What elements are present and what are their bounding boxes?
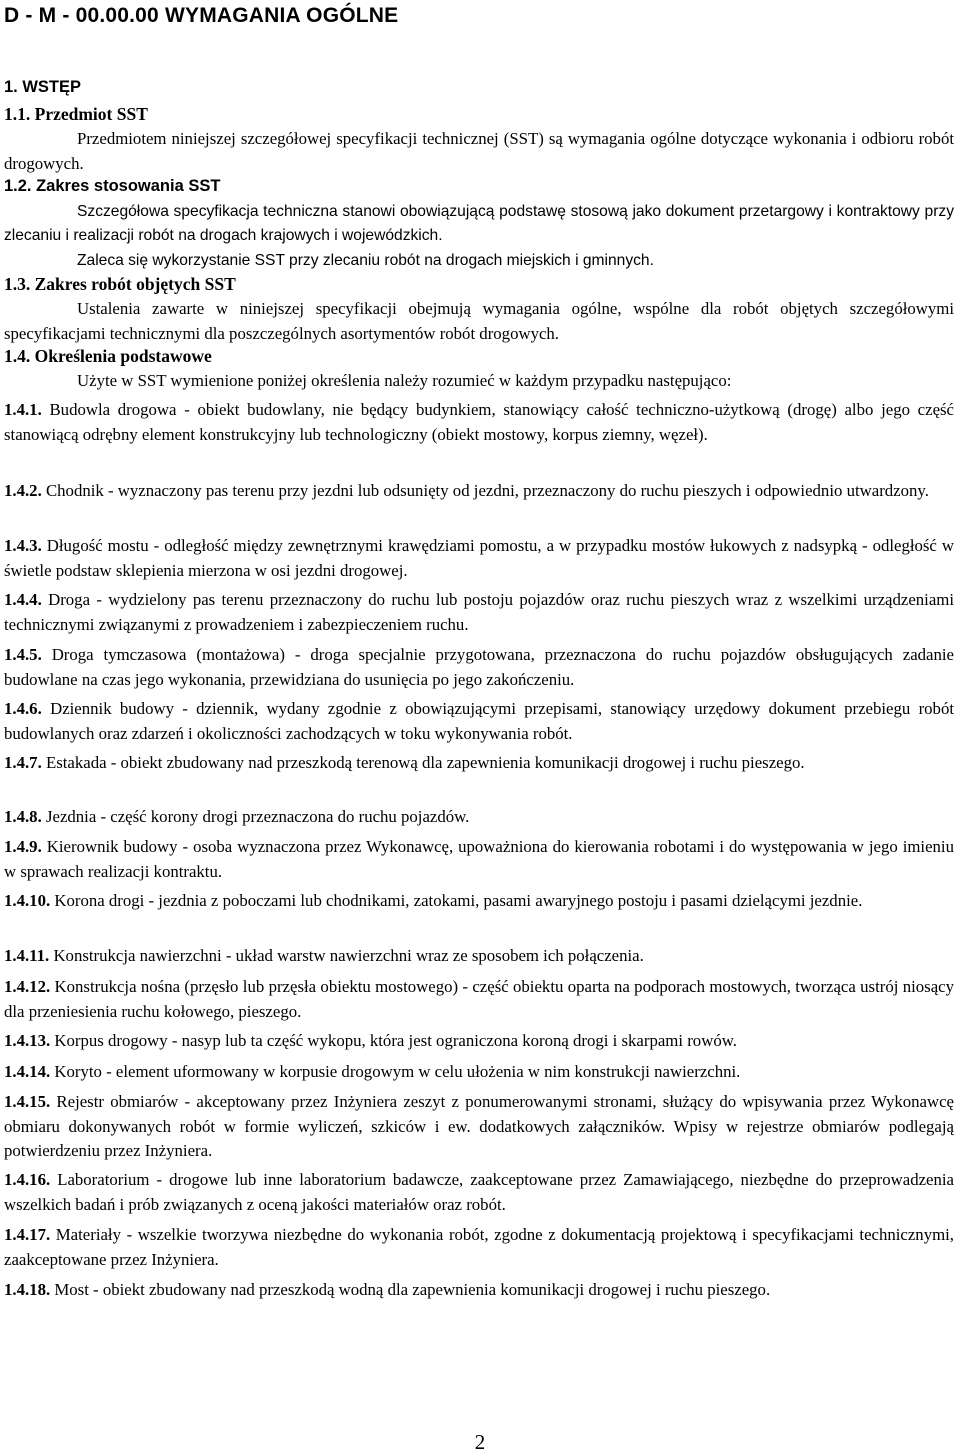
definition-text: Korpus drogowy - nasyp lub ta część wykopu, która jest ograniczona koroną drogi i skarpami rowów. — [54, 1031, 737, 1050]
definition-item — [4, 643, 954, 692]
definition-item — [4, 889, 954, 914]
definition-item — [4, 1168, 954, 1217]
definition-item — [4, 1223, 954, 1272]
definition-number: 1.4.9. — [4, 837, 42, 856]
works-scope-paragraph: Ustalenia zawarte w niniejszej specyfikacji obejmują wymagania ogólne, wspólne dla robót objętych szczegółowymi specyfikacjami technicznymi dla poszczególnych asortymentów robót drogowych. — [4, 299, 954, 343]
definition-number: 1.4.12. — [4, 977, 51, 996]
definition-number: 1.4.5. — [4, 645, 42, 664]
page-number: 2 — [474, 1430, 486, 1454]
definition-text: Laboratorium - drogowe lub inne laboratorium badawcze, zaakceptowane przez Zamawiającego, niezbędne do przeprowadzenia wszelkich badań i prób związanych z oceną jakości materiałów oraz robót. — [4, 1170, 954, 1214]
definition-text: Chodnik - wyznaczony pas terenu przy jezdni lub odsunięty od jezdni, przeznaczony do ruchu pieszych i odpowiednio utwardzony. — [45, 481, 929, 500]
definition-text: Estakada - obiekt zbudowany nad przeszkodą terenową dla zapewnienia komunikacji drogowej i ruchu pieszego. — [45, 753, 805, 772]
definition-text: Koryto - element uformowany w korpusie drogowym w celu ułożenia w nim konstrukcji nawierzchni. — [54, 1062, 741, 1081]
definition-number: 1.4.2. — [4, 481, 42, 500]
definition-item — [4, 751, 954, 776]
scope-recommendation-paragraph: Zaleca się wykorzystanie SST przy zlecaniu robót na drogach miejskich i gminnych. — [77, 252, 654, 269]
definition-number: 1.4.7. — [4, 753, 42, 772]
section-heading-subject: 1.1. Przedmiot SST — [4, 104, 148, 124]
section-heading-definitions: 1.4. Określenia podstawowe — [4, 346, 212, 366]
definition-text: Materiały - wszelkie tworzywa niezbędne do wykonania robót, zgodne z dokumentacją projektową i specyfikacjami technicznymi, zaakceptowane przez Inżyniera. — [4, 1225, 955, 1269]
definition-text: Konstrukcja nawierzchni - układ warstw nawierzchni wraz ze sposobem ich połączenia. — [53, 946, 644, 965]
definition-item — [4, 1029, 954, 1054]
definition-item — [4, 1090, 954, 1164]
definition-number: 1.4.10. — [4, 891, 51, 910]
definition-number: 1.4.18. — [4, 1280, 51, 1299]
definition-number: 1.4.1. — [4, 400, 42, 419]
scope-paragraph: Szczegółowa specyfikacja techniczna stanowi obowiązującą podstawę stosową jako dokument przetargowy i kontraktowy przy zlecaniu i realizacji robót na drogach krajowych i wojewódzkich. — [4, 203, 954, 244]
definition-item — [4, 835, 954, 884]
subject-paragraph: Przedmiotem niniejszej szczegółowej specyfikacji technicznej (SST) są wymagania ogólne dotyczące wykonania i odbioru robót drogowych. — [4, 129, 954, 173]
definition-text: Budowla drogowa - obiekt budowlany, nie będący budynkiem, stanowiący całość techniczno-użytkową (drogę) albo jego część stanowiącą odrębny element konstrukcyjny lub technologiczny (obiekt mostowy, korpus ziemny, węzeł). — [4, 400, 955, 444]
definition-number: 1.4.15. — [4, 1092, 51, 1111]
definition-item — [4, 805, 954, 830]
definition-number: 1.4.17. — [4, 1225, 51, 1244]
definition-item — [4, 588, 954, 637]
definition-number: 1.4.3. — [4, 536, 42, 555]
definition-number: 1.4.16. — [4, 1170, 51, 1189]
definition-item — [4, 479, 954, 504]
definition-text: Jezdnia - część korony drogi przeznaczona do ruchu pojazdów. — [45, 807, 470, 826]
definition-item — [4, 944, 954, 969]
definition-item — [4, 1060, 954, 1085]
definition-text: Rejestr obmiarów - akceptowany przez Inżyniera zeszyt z ponumerowanymi stronami, służący do wpisywania przez Wykonawcę obmiaru dokonywanych robót w formie wyliczeń, szkiców i ew. dodatkowych załączników. Wpisy w rejestrze obmiarów podlegają potwierdzeniu przez Inżyniera. — [4, 1092, 954, 1160]
definition-text: Droga - wydzielony pas terenu przeznaczony do ruchu lub postoju pojazdów oraz ruchu pieszych wraz z wszelkimi urządzeniami technicznymi związanymi z prowadzeniem i zabezpieczeniem ruchu. — [4, 590, 954, 634]
definition-text: Korona drogi - jezdnia z poboczami lub chodnikami, zatokami, pasami awaryjnego postoju i pasami dzielącymi jezdnie. — [54, 891, 863, 910]
definition-text: Konstrukcja nośna (przęsło lub przęsła obiektu mostowego) - część obiektu oparta na podporach mostowych, tworząca ustrój niosący dla przeniesienia ruchu kołowego, pieszego. — [4, 977, 955, 1021]
section-heading-works-scope: 1.3. Zakres robót objętych SST — [4, 274, 236, 294]
definition-text: Droga tymczasowa (montażowa) - droga specjalnie przygotowana, przeznaczona do ruchu pojazdów obsługujących zadanie budowlane na czas jego wykonania, przewidziana do usunięcia po jego zakończeniu. — [4, 645, 954, 689]
definition-text: Most - obiekt zbudowany nad przeszkodą wodną dla zapewnienia komunikacji drogowej i ruchu pieszego. — [54, 1280, 771, 1299]
definition-number: 1.4.11. — [4, 946, 50, 965]
definition-item — [4, 697, 954, 746]
definition-number: 1.4.8. — [4, 807, 42, 826]
section-heading-intro: 1. WSTĘP — [4, 78, 82, 96]
definition-text: Długość mostu - odległość między zewnętrznymi krawędziami pomostu, a w przypadku mostów łukowych z nadsypką - odległość w świetle podstaw sklepienia mierzona w osi jezdni drogowej. — [4, 536, 954, 580]
definitions-intro-paragraph: Użyte w SST wymienione poniżej określenia należy rozumieć w każdym przypadku następująco: — [77, 371, 732, 390]
definition-text: Kierownik budowy - osoba wyznaczona przez Wykonawcę, upoważniona do kierowania robotami i do występowania w jego imieniu w sprawach realizacji kontraktu. — [4, 837, 954, 881]
definition-item — [4, 975, 954, 1024]
section-heading-scope: 1.2. Zakres stosowania SST — [4, 177, 221, 195]
definition-number: 1.4.4. — [4, 590, 42, 609]
definition-item — [4, 398, 954, 447]
definition-item — [4, 1278, 954, 1303]
document-title: D - M - 00.00.00 WYMAGANIA OGÓLNE — [4, 4, 399, 27]
definition-number: 1.4.14. — [4, 1062, 51, 1081]
definition-item — [4, 534, 954, 583]
definition-number: 1.4.13. — [4, 1031, 51, 1050]
definition-number: 1.4.6. — [4, 699, 42, 718]
definition-text: Dziennik budowy - dziennik, wydany zgodnie z obowiązującymi przepisami, stanowiący urzędowy dokument przebiegu robót budowlanych oraz zdarzeń i okoliczności zachodzących w toku wykonywania robót. — [4, 699, 954, 743]
